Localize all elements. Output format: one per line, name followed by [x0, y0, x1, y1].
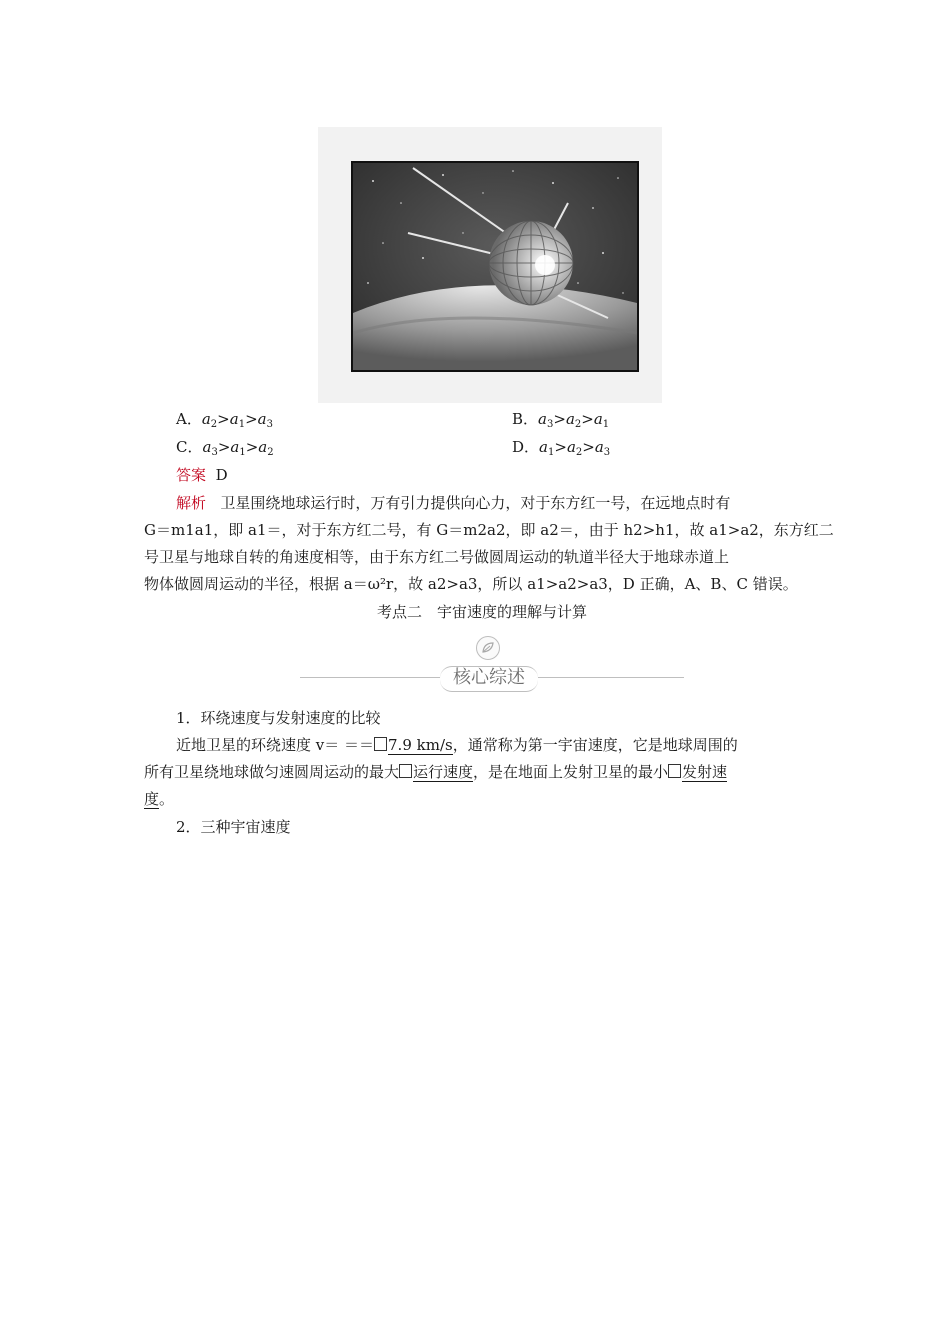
blank-box-icon [399, 764, 412, 778]
analysis-line-1: 解析 卫星围绕地球运行时，万有引力提供向心力，对于东方红一号，在远地点时有 [176, 494, 731, 512]
banner-text: 核心综述 [453, 667, 525, 688]
blank-box-icon [374, 737, 387, 751]
analysis-line-2: G＝m1a1，即 a1＝，对于东方红二号，有 G＝m2a2，即 a2＝，由于 h2>h1，故 a1>a2，东方红二 [144, 521, 834, 539]
leaf-icon [476, 636, 500, 660]
option-c: C．$a_3>a_1>a_2$ [176, 438, 274, 458]
option-b: B．$a_3>a_2>a_1$ [512, 410, 610, 430]
option-a: A．$a_2>a_1>a_3$ [176, 410, 273, 430]
analysis-label: 解析 [176, 494, 207, 512]
satellite-illustration [353, 163, 637, 370]
answer-value: D [215, 466, 228, 484]
item-1-title: 1．环绕速度与发射速度的比较 [176, 709, 381, 727]
item-1-line-1: 近地卫星的环绕速度 v＝ ＝＝ 7.9 km/s，通常称为第一宇宙速度，它是地球周围的 [176, 736, 738, 754]
answer-label: 答案 [176, 466, 207, 484]
item-1-line-2: 所有卫星绕地球做匀速圆周运动的最大 运行速度，是在地面上发射卫星的最小 发射速 [144, 763, 728, 781]
item-2-title: 2．三种宇宙速度 [176, 818, 291, 836]
answer-line [176, 464, 228, 486]
analysis-line-4: 物体做圆周运动的半径，根据 a＝ω²r，故 a2>a3，所以 a1>a2>a3，D 正确，A、B、C 错误。 [144, 575, 798, 593]
analysis-line-3: 号卫星与地球自转的角速度相等，由于东方红二号做圆周运动的轨道半径大于地球赤道上 [144, 548, 730, 566]
core-summary-banner [300, 632, 684, 698]
banner-rule-left [300, 677, 440, 678]
option-d: D．$a_1>a_2>a_3$ [512, 438, 611, 458]
section-title: 考点二 宇宙速度的理解与计算 [377, 603, 588, 621]
satellite-photo [351, 161, 639, 372]
item-1-line-3: 度。 [144, 790, 175, 808]
blank-box-icon [668, 764, 681, 778]
banner-rule-right [538, 677, 684, 678]
